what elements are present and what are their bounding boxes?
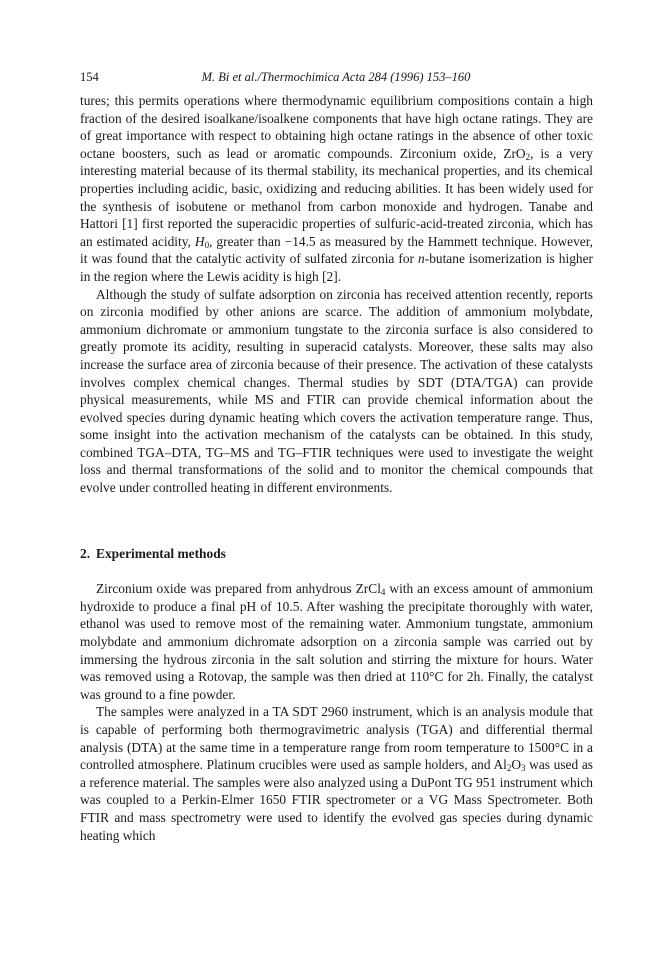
section-number: 2. [80, 545, 91, 561]
text: was used as a reference material. The samples were also analyzed using a DuPont TG 951 instrument which was coupled to a Perkin-Elmer 1650 FTIR spectrometer or a VG Mass Spectrometer. Both FTIR and mass spectrometry were used to identify the evolved gas species during dynamic heating which [80, 757, 593, 843]
page-header [80, 70, 592, 86]
text: , greater than −14.5 as measured by the Hammett technique. However, it was found that the catalytic activity of sulfated zirconia for [80, 233, 593, 267]
subscript: 0 [204, 239, 210, 250]
italic-symbol: H [194, 233, 205, 249]
article-body [80, 92, 593, 844]
paragraph-analysis [80, 703, 593, 844]
subscript: 2 [525, 151, 531, 162]
section-heading [80, 545, 593, 563]
text: O [511, 757, 522, 773]
text: with an excess amount of ammonium hydroxide to produce a final pH of 10.5. After washing the precipitate thoroughly with water, ethanol was used to remove most of the remaining water. Ammonium tungstate, ammonium molybdate and ammonium dichromate adsorption on a zirconia sample was carried out by immersing the hydrous zirconia in the salt solution and stirring the mixture for hours. Water was removed using a Rotovap, the sample was then dried at 110°C for 2h. Finally, the catalyst was ground to a fine powder. [80, 581, 594, 702]
text: , is a very interesting material because of its thermal stability, its mechanical properties, and its chemical properties including acidic, basic, oxidizing and reducing abilities. It has been widely used for the synthesis of isobutene or methanol from carbon monoxide and hydrogen. Tanabe and Hattori [1] first reported the superacidic properties of sulfuric-acid-treated zirconia, which has an estimated acidity, [80, 145, 594, 249]
subscript: 2 [506, 763, 512, 774]
subscript: 4 [380, 587, 386, 598]
paragraph-intro-continued [80, 92, 593, 286]
italic-symbol: n [418, 251, 425, 267]
text: The samples were analyzed in a TA SDT 2960 instrument, which is an analysis module that is capable of performing both thermogravimetric analysis (TGA) and differential thermal analysis (DTA) at the same time in a temperature range from room temperature to 1500°C in a controlled atmosphere. Platinum crucibles were used as sample holders, and Al [80, 704, 593, 773]
page-number: 154 [80, 70, 99, 84]
running-head: M. Bi et al./Thermochimica Acta 284 (1996) 153–160 [201, 70, 471, 84]
paragraph-preparation [80, 580, 593, 703]
text: -butane isomerization is higher in the region where the Lewis acidity is high [2]. [80, 251, 593, 284]
section-title: Experimental methods [96, 545, 226, 561]
paragraph-sulfate: Although the study of sulfate adsorption on zirconia has received attention recently, reports on zirconia modified by other anions are scarce. The addition of ammonium molybdate, ammonium dichromate or ammonium tungstate to the zirconia surface is also considered to greatly promote its acidity, resulting in superacid catalysts. Moreover, these salts may also increase the surface area of zirconia because of their presence. The activation of these catalysts involves complex chemical changes. Thermal studies by SDT (DTA/TGA) can provide physical measurements, while MS and FTIR can provide chemical information about the evolved species during dynamic heating which covers the activation temperature range. Thus, some insight into the activation mechanism of the catalysts can be obtained. In this study, combined TGA–DTA, TG–MS and TG–FTIR techniques were used to investigate the weight loss and thermal transformations of the solid and to monitor the chemical compounds that evolve under controlled heating in different environments. [80, 286, 593, 496]
text: tures; this permits operations where thermodynamic equilibrium compositions contain a high fraction of the desired isoalkane/isoalkene components that have high octane ratings. They are of great importance with respect to obtaining high octane ratings in the absence of other toxic octane boosters, such as lead or aromatic compounds. Zirconium oxide, ZrO [80, 93, 593, 161]
subscript: 3 [521, 763, 526, 774]
text: Zirconium oxide was prepared from anhydrous ZrCl [96, 581, 381, 597]
